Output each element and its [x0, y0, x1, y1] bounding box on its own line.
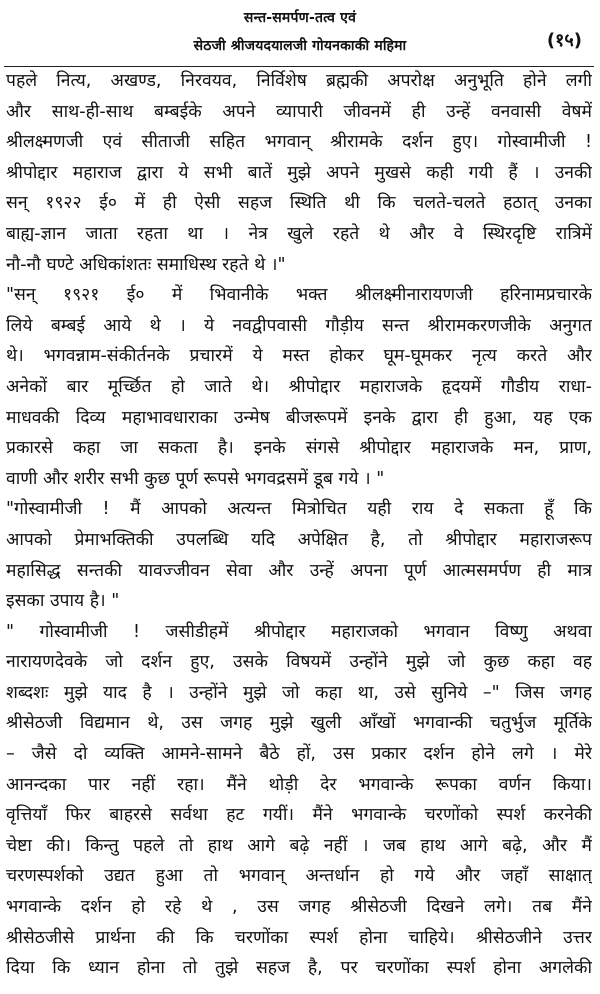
- text-line: श्रीलक्ष्मणजी एवं सीताजी सहित भगवान् श्रीरामके दर्शन हुए। गोस्वामीजी !: [6, 132, 592, 153]
- text-line: लिये बम्बई आये थे । ये नवद्वीपवासी गौड़ीय सन्त श्रीरामकरणजीके अनुगत: [6, 315, 592, 336]
- page-header: [0, 6, 600, 68]
- text-line: बाह्य-ज्ञान जाता रहता था । नेत्र खुले रहते थे और वे स्थिरदृष्टि रात्रिमें: [6, 223, 592, 244]
- text-line: नौ-नौ घण्टे अधिकांशतः समाधिस्थ रहते थे ।": [6, 254, 286, 275]
- text-line: वृत्तियाँ फिर बाहरसे सर्वथा हट गयीं। मैंने भगवान्के चरणोंको स्पर्श करनेकी: [6, 805, 592, 826]
- running-title-line1: सन्त-समर्पण-तत्व एवं: [243, 10, 357, 26]
- text-line: श्रीपोद्दार महाराज द्वारा ये सभी बातें मुझे अपने मुखसे कही गयी हैं । उनकी: [6, 162, 592, 183]
- text-line: चेष्टा की। किन्तु पहले तो हाथ आगे बढ़े नहीं । जब हाथ आगे बढ़े, और मैं: [6, 835, 592, 856]
- text-line: वाणी और शरीर सभी कुछ पूर्ण रूपसे भगवद्रसमें डूब गये । ": [6, 468, 385, 489]
- text-line: भगवान्के दर्शन हो रहे थे , उस जगह श्रीसेठजी दिखने लगे। तब मैंने: [6, 897, 592, 918]
- text-line: " गोस्वामीजी ! जसीडीहमें श्रीपोद्दार महाराजको भगवान विष्णु अथवा: [6, 621, 592, 642]
- text-line: शब्दशः मुझे याद है । उन्होंने मुझे जो कहा था, उसे सुनिये –" जिस जगह: [6, 682, 592, 703]
- text-line: आनन्दका पार नहीं रहा। मैंने थोड़ी देर भगवान्के रूपका वर्णन किया।: [6, 774, 592, 795]
- text-line: इसका उपाय है। ": [6, 591, 120, 612]
- text-line: चरणस्पर्शको उद्यत हुआ तो भगवान् अन्तर्धान हो गये और जहाँ साक्षात्: [6, 866, 592, 887]
- text-line: सन् १९२२ ई० में ही ऐसी सहज स्थिति थी कि चलते-चलते हठात् उनका: [6, 193, 592, 214]
- text-line: माधवकी दिव्य महाभावधाराका उन्मेष बीजरूपमें इनके द्वारा ही हुआ, यह एक: [6, 407, 592, 428]
- text-line: नारायणदेवके जो दर्शन हुए, उसके विषयमें उन्होंने मुझे जो कुछ कहा वह: [6, 652, 592, 673]
- text-line: महासिद्ध सन्तकी यावज्जीवन सेवा और उन्हें अपना पूर्ण आत्मसमर्पण ही मात्र: [6, 560, 592, 581]
- running-title-line2: सेठजी श्रीजयदयालजी गोयनकाकी महिमा: [193, 38, 407, 54]
- text-line: थे। भगवन्नाम-संकीर्तनके प्रचारमें ये मस्त होकर घूम-घूमकर नृत्य करते और: [6, 346, 592, 367]
- text-line: श्रीसेठजीसे प्रार्थना की कि चरणोंका स्पर्श होना चाहिये। श्रीसेठजीने उत्तर: [6, 927, 592, 948]
- body-text: [6, 66, 592, 984]
- text-line: पहले नित्य, अखण्ड, निरवयव, निर्विशेष ब्रह्मकी अपरोक्ष अनुभूति होने लगी: [6, 71, 592, 91]
- text-line: – जैसे दो व्यक्ति आमने-सामने बैठे हों, उस प्रकार दर्शन होने लगे । मेरे: [6, 744, 592, 765]
- text-line: प्रकारसे कहा जा सकता है। इनके संगसे श्रीपोद्दार महाराजके मन, प्राण,: [6, 438, 592, 459]
- text-line: "सन् १९२१ ई० में भिवानीके भक्त श्रीलक्ष्मीनारायणजी हरिनामप्रचारके: [6, 285, 592, 306]
- page-number: (१५): [546, 30, 582, 51]
- text-line: दिया कि ध्यान होना तो तुझे सहज है, पर चरणोंका स्पर्श होना अगलेकी: [6, 958, 592, 979]
- text-line: और साथ-ही-साथ बम्बईके अपने व्यापारी जीवनमें ही उन्हें वनवासी वेषमें: [6, 101, 592, 122]
- text-line: अनेकों बार मूर्च्छित हो जाते थे। श्रीपोद्दार महाराजके हृदयमें गौडीय राधा-: [6, 376, 592, 397]
- text-line: श्रीसेठजी विद्यमान थे, उस जगह मुझे खुली आँखों भगवान्की चतुर्भुज मूर्तिके: [6, 713, 592, 734]
- text-line: "गोस्वामीजी ! मैं आपको अत्यन्त मित्रोचित यही राय दे सकता हूँ कि: [6, 499, 592, 520]
- text-line: आपको प्रेमाभक्तिकी उपलब्धि यदि अपेक्षित है, तो श्रीपोद्दार महाराजरूप: [6, 529, 592, 550]
